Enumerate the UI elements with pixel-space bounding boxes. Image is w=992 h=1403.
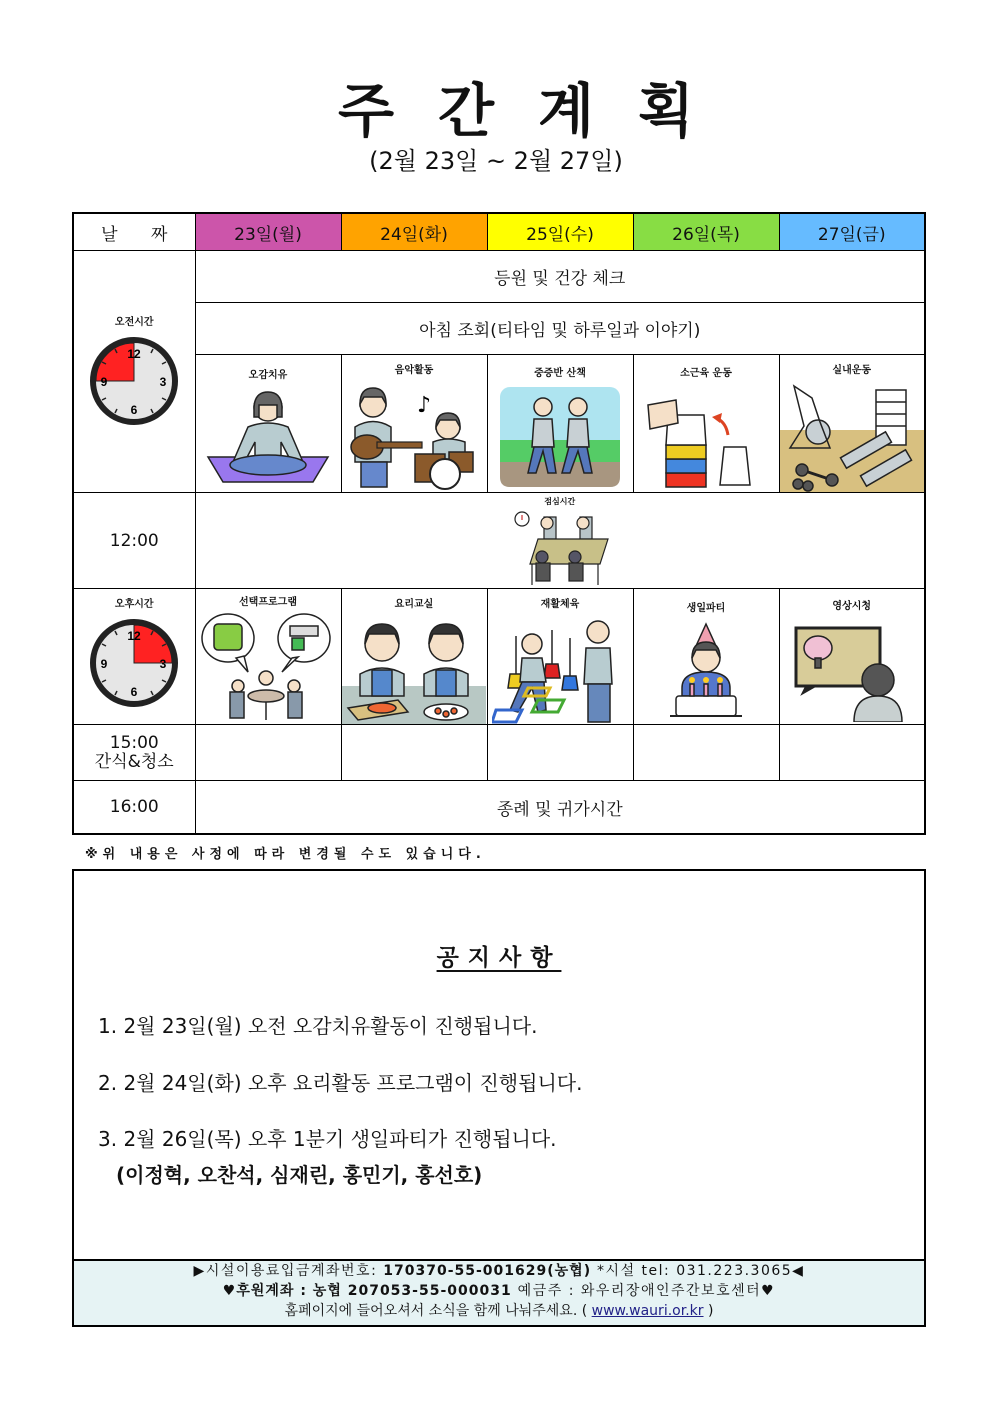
facility-phone: *시설 tel: 031.223.3065◀ xyxy=(591,1263,805,1279)
notice-item: 3. 2월 26일(목) 오후 1분기 생일파티가 진행됩니다. xyxy=(98,1127,557,1151)
activity-label: 선택프로그램 xyxy=(239,596,297,608)
video-watching-icon xyxy=(792,618,912,722)
arrival-health-check: 등원 및 건강 체크 xyxy=(195,251,925,303)
activity-cell-wed-am xyxy=(487,355,633,493)
lunch-time-cell xyxy=(195,493,925,589)
title-char: 간 xyxy=(437,77,538,145)
notice-item: 2. 2월 24일(화) 오후 요리활동 프로그램이 진행됩니다. xyxy=(98,1071,583,1095)
assembly-row xyxy=(73,303,925,355)
title-char: 계 xyxy=(538,77,639,145)
donation-account-number: 207053-55-000031 xyxy=(347,1283,512,1299)
snack-cell-wed xyxy=(487,725,633,781)
svg-text:12: 12 xyxy=(127,628,141,643)
morning-assembly: 아침 조회(티타임 및 하루일과 이야기) xyxy=(195,303,925,355)
meditation-icon xyxy=(203,387,333,487)
title-char: 획 xyxy=(638,77,695,145)
activity-label: 오감치유 xyxy=(248,370,288,381)
cup-stacking-icon xyxy=(646,385,766,489)
account-holder: 예금주 : 와우리장애인주간보호센터♥ xyxy=(511,1283,776,1299)
weekly-schedule-table xyxy=(72,212,926,835)
cooking-class-icon xyxy=(342,616,486,724)
payment-account-number: 170370-55-001629(농협) xyxy=(383,1263,592,1279)
snack-cell-mon xyxy=(195,725,341,781)
svg-text:9: 9 xyxy=(100,656,108,671)
birthday-names: (이정혁, 오찬석, 심재린, 홍민기, 홍선호) xyxy=(116,1163,483,1187)
afternoon-activity-row xyxy=(73,589,925,725)
svg-text:6: 6 xyxy=(130,684,138,699)
date-range: (2월 23일 ~ 2월 27일) xyxy=(369,147,623,175)
gym-equipment-icon xyxy=(780,382,924,492)
footer-info xyxy=(74,1259,924,1325)
notice-box xyxy=(72,869,926,1327)
activity-cell-fri-pm xyxy=(779,589,925,725)
snack-cell-fri xyxy=(779,725,925,781)
music-band-icon xyxy=(345,382,483,492)
payment-account-label: ▶시설이용료입금계좌번호: xyxy=(193,1263,384,1279)
notice-title-text: 공지사항 xyxy=(436,945,562,971)
donation-account-line xyxy=(74,1281,924,1301)
svg-text:3: 3 xyxy=(159,374,167,389)
afternoon-time-label: 오후시간 xyxy=(114,598,154,610)
rehab-exercise-icon xyxy=(492,616,628,724)
activity-label: 음악활동 xyxy=(394,365,434,376)
svg-text:3: 3 xyxy=(159,656,167,671)
day-header-fri: 27일(금) xyxy=(779,213,925,251)
activity-cell-tue-am xyxy=(341,355,487,493)
morning-time-cell xyxy=(73,251,195,493)
snack-time-cell xyxy=(73,725,195,781)
date-column-header: 날 짜 xyxy=(73,213,195,251)
snack-row xyxy=(73,725,925,781)
notice-item: 1. 2월 23일(월) 오전 오감치유활동이 진행됩니다. xyxy=(98,1014,538,1038)
dismissal-time-cell: 16:00 xyxy=(73,781,195,835)
noon-time-cell: 12:00 xyxy=(73,493,195,589)
day-header-wed: 25일(수) xyxy=(487,213,633,251)
lunch-row xyxy=(73,493,925,589)
activity-cell-thu-pm xyxy=(633,589,779,725)
activity-cell-tue-pm xyxy=(341,589,487,725)
day-header-thu: 26일(목) xyxy=(633,213,779,251)
dismissal-row xyxy=(73,781,925,835)
homepage-link[interactable]: www.wauri.or.kr xyxy=(591,1303,704,1319)
clock-9-to-12-icon xyxy=(89,336,179,426)
activity-cell-thu-am xyxy=(633,355,779,493)
page-title xyxy=(0,78,992,144)
morning-activity-row xyxy=(73,355,925,493)
change-notice: ※위 내용은 사정에 따라 변경될 수도 있습니다. xyxy=(85,847,486,862)
donation-account-label: ♥후원계좌 : 농협 xyxy=(222,1283,348,1299)
activity-cell-wed-pm xyxy=(487,589,633,725)
svg-text:♪: ♪ xyxy=(417,393,432,418)
activity-label: 중증반 산책 xyxy=(534,368,586,379)
date-header-row xyxy=(73,213,925,251)
activity-label: 생일파티 xyxy=(686,603,726,614)
birthday-party-icon xyxy=(666,620,746,720)
activity-label: 실내운동 xyxy=(832,365,872,376)
homepage-text: 홈페이지에 들어오셔서 소식을 함께 나눠주세요. ( xyxy=(284,1303,592,1319)
lunch-label: 점심시간 xyxy=(544,497,576,506)
snack-time: 15:00 xyxy=(109,732,159,753)
snack-label: 간식&청소 xyxy=(94,751,174,772)
snack-cell-thu xyxy=(633,725,779,781)
day-header-mon: 23일(월) xyxy=(195,213,341,251)
activity-label: 소근육 운동 xyxy=(680,368,732,379)
day-header-tue: 24일(화) xyxy=(341,213,487,251)
notice-title xyxy=(74,939,924,972)
activity-cell-mon-am xyxy=(195,355,341,493)
homepage-line xyxy=(74,1301,924,1321)
choice-program-icon xyxy=(200,610,336,722)
dismissal-cell: 종례 및 귀가시간 xyxy=(195,781,925,835)
arrival-row xyxy=(73,251,925,303)
clock-12-to-3-icon xyxy=(89,618,179,708)
payment-account-line xyxy=(74,1261,924,1281)
afternoon-time-cell xyxy=(73,589,195,725)
walking-icon xyxy=(498,385,622,489)
activity-label: 요리교실 xyxy=(394,599,434,610)
homepage-paren: ) xyxy=(703,1303,714,1319)
activity-label: 재활체육 xyxy=(540,599,580,610)
lunch-table-icon xyxy=(510,509,610,587)
morning-time-label: 오전시간 xyxy=(114,316,154,328)
svg-text:6: 6 xyxy=(130,402,138,417)
activity-label: 영상시청 xyxy=(832,601,872,612)
svg-text:12: 12 xyxy=(127,346,141,361)
activity-cell-fri-am xyxy=(779,355,925,493)
svg-text:9: 9 xyxy=(100,374,108,389)
snack-cell-tue xyxy=(341,725,487,781)
activity-cell-mon-pm xyxy=(195,589,341,725)
title-char: 주 xyxy=(337,77,438,145)
